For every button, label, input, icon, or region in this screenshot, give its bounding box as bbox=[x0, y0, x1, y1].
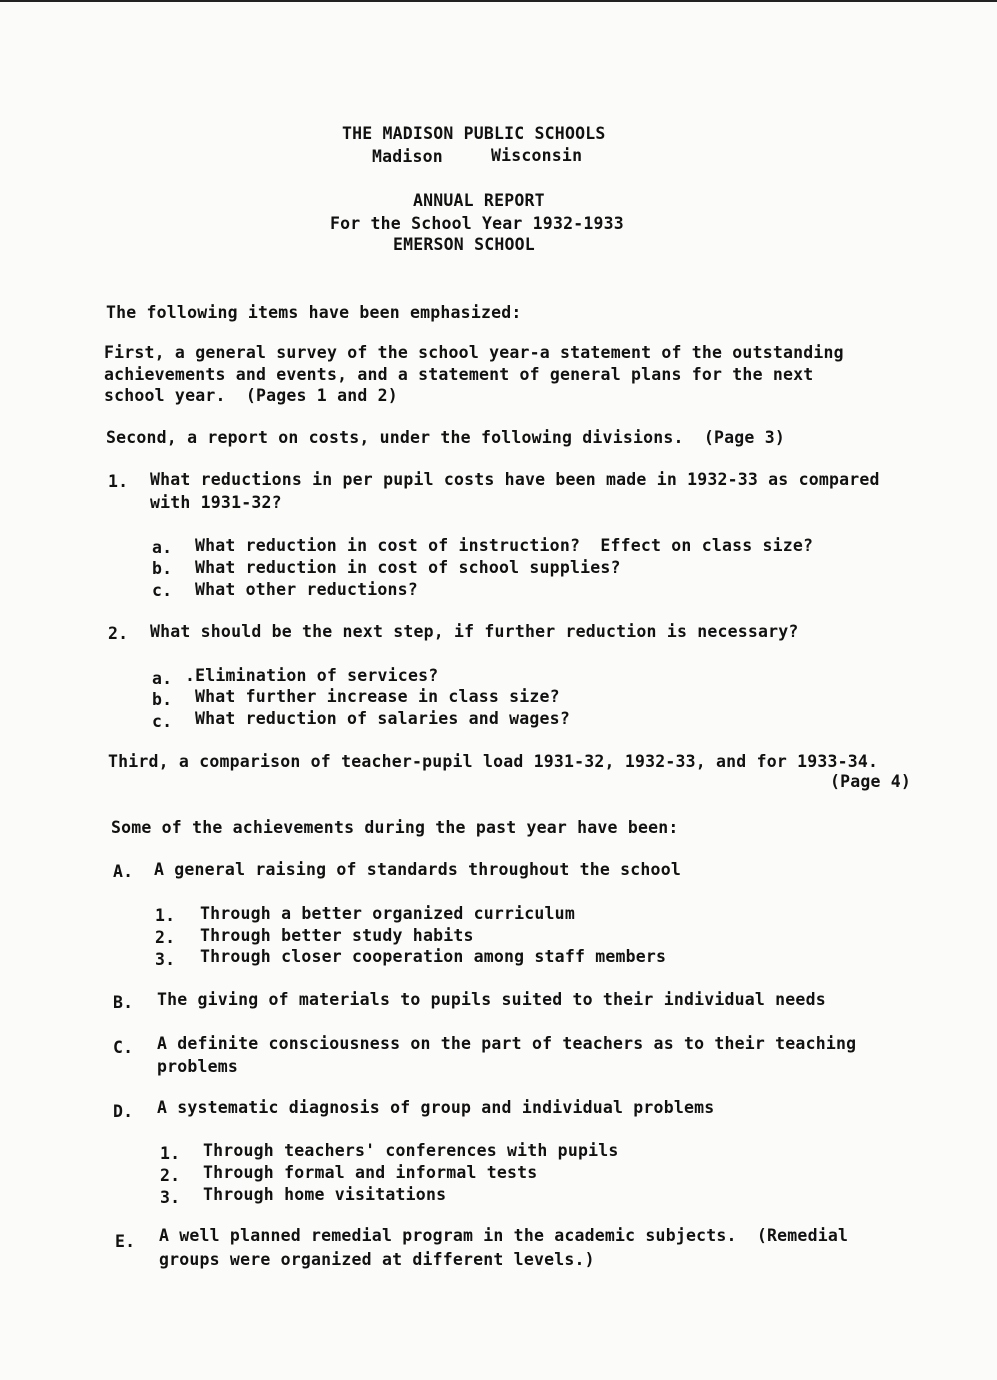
achievements-intro: Some of the achievements during the past year have been: bbox=[111, 818, 679, 837]
item-d-text: A systematic diagnosis of group and individual problems bbox=[157, 1098, 715, 1117]
item-a-text: A general raising of standards throughout the school bbox=[154, 860, 681, 879]
first-line-3: school year. (Pages 1 and 2) bbox=[104, 386, 398, 405]
item-a-sub-text: Through a better organized curriculum bbox=[200, 904, 575, 923]
q2-sub-text: .Elimination of services? bbox=[185, 666, 439, 685]
third-line-1: Third, a comparison of teacher-pupil load 1931-32, 1932-33, and for 1933-34. bbox=[108, 752, 879, 771]
school-year: For the School Year 1932-1933 bbox=[330, 214, 624, 233]
city: Madison bbox=[372, 147, 443, 166]
item-a-sub-num: 2. bbox=[155, 928, 176, 947]
first-line-2: achievements and events, and a statement of general plans for the next bbox=[104, 365, 814, 384]
item-c-line-1: A definite consciousness on the part of teachers as to their teaching bbox=[157, 1034, 857, 1053]
q1-sub-letter: a. bbox=[152, 538, 173, 557]
school-name: EMERSON SCHOOL bbox=[393, 235, 535, 254]
intro-line: The following items have been emphasized: bbox=[106, 303, 522, 322]
district-title: THE MADISON PUBLIC SCHOOLS bbox=[342, 124, 606, 143]
report-title: ANNUAL REPORT bbox=[413, 191, 545, 210]
q1-sub-text: What reduction in cost of school supplies? bbox=[195, 558, 621, 577]
item-a-sub-num: 3. bbox=[155, 950, 176, 969]
q2-number: 2. bbox=[108, 624, 129, 643]
q2-sub-text: What reduction of salaries and wages? bbox=[195, 709, 570, 728]
q1-sub-text: What reduction in cost of instruction? Effect on class size? bbox=[195, 536, 814, 555]
third-line-2: (Page 4) bbox=[830, 772, 912, 791]
item-a-sub-text: Through better study habits bbox=[200, 926, 474, 945]
item-e-line-1: A well planned remedial program in the academic subjects. (Remedial bbox=[159, 1226, 849, 1245]
q1-sub-letter: c. bbox=[152, 581, 173, 600]
q2-sub-letter: c. bbox=[152, 712, 173, 731]
state: Wisconsin bbox=[491, 146, 583, 165]
item-d-sub-num: 3. bbox=[160, 1188, 181, 1207]
first-line-1: First, a general survey of the school year-a statement of the outstanding bbox=[104, 343, 844, 362]
q2-sub-text: What further increase in class size? bbox=[195, 687, 560, 706]
q1-number: 1. bbox=[108, 472, 129, 491]
q1-sub-letter: b. bbox=[152, 559, 173, 578]
item-d-sub-text: Through formal and informal tests bbox=[203, 1163, 538, 1182]
item-d-sub-text: Through teachers' conferences with pupils bbox=[203, 1141, 619, 1160]
q1-sub-text: What other reductions? bbox=[195, 580, 418, 599]
second-line: Second, a report on costs, under the following divisions. (Page 3) bbox=[106, 428, 785, 447]
item-c-letter: C. bbox=[113, 1038, 134, 1057]
q1-line-1: What reductions in per pupil costs have been made in 1932-33 as compared bbox=[150, 470, 880, 489]
q2-sub-letter: a. bbox=[152, 669, 173, 688]
item-e-line-2: groups were organized at different levels.) bbox=[159, 1250, 595, 1269]
q2-sub-letter: b. bbox=[152, 690, 173, 709]
item-b-text: The giving of materials to pupils suited to their individual needs bbox=[157, 990, 826, 1009]
item-d-sub-text: Through home visitations bbox=[203, 1185, 447, 1204]
item-b-letter: B. bbox=[113, 993, 134, 1012]
item-d-letter: D. bbox=[113, 1102, 134, 1121]
q1-line-2: with 1931-32? bbox=[150, 493, 282, 512]
item-e-letter: E. bbox=[115, 1232, 136, 1251]
item-a-sub-num: 1. bbox=[155, 906, 176, 925]
item-a-sub-text: Through closer cooperation among staff members bbox=[200, 947, 667, 966]
item-a-letter: A. bbox=[113, 862, 134, 881]
q2-line: What should be the next step, if further reduction is necessary? bbox=[150, 622, 799, 641]
page-top-border bbox=[0, 0, 997, 2]
item-d-sub-num: 1. bbox=[160, 1144, 181, 1163]
item-d-sub-num: 2. bbox=[160, 1166, 181, 1185]
item-c-line-2: problems bbox=[157, 1057, 239, 1076]
